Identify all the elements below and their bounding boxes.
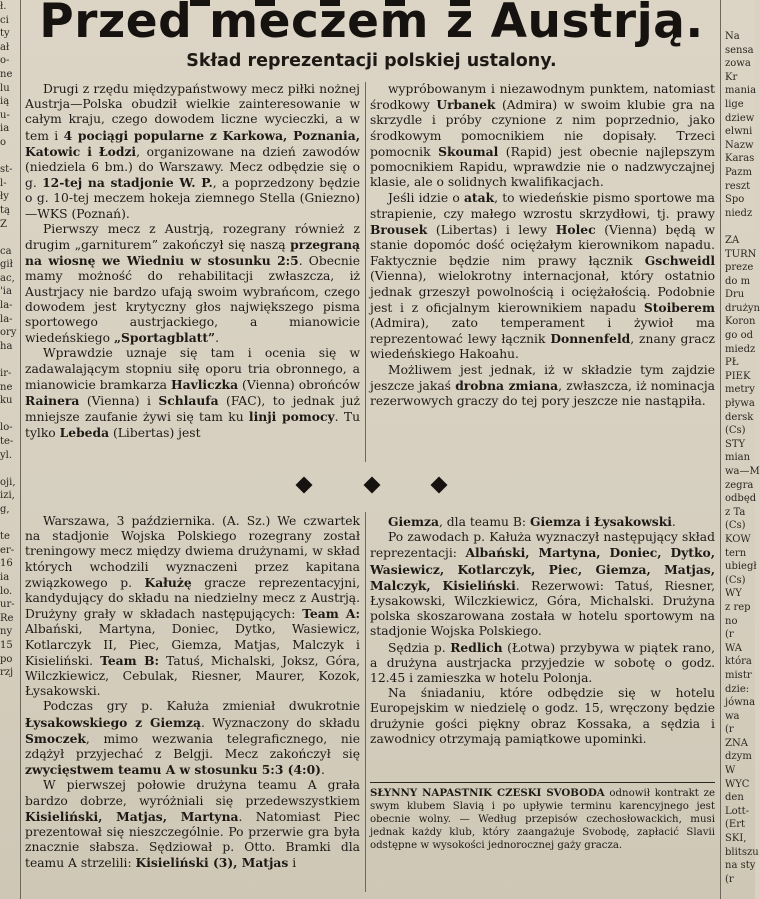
margin-fragment: odbęd bbox=[725, 493, 757, 505]
margin-fragment bbox=[0, 353, 18, 367]
margin-fragment: gił bbox=[0, 259, 13, 271]
text-run: Sędzia p. bbox=[388, 640, 451, 655]
text-run: (Vienna), wielokrotny internacjonał, który ostatnio jednak grzeszył powolnością i ociężałością. Podobnie jest i z oficjalnym kierownikiem napadu bbox=[370, 269, 715, 315]
text-run: . Obecnie mamy możność do rehabilitacji zwłaszcza, iż Austrjacy nie bardzo ufają swoim wybrańcom, czego dowodem jest krytyczny głos największego pisma sportowego austrjackiego, a mianowicie wiedeńskiego bbox=[25, 254, 360, 346]
bold-text: Donnenfeld bbox=[550, 331, 631, 347]
margin-fragment: blitszu bbox=[725, 846, 759, 858]
paragraph bbox=[25, 82, 360, 222]
bold-text: Schlaufa bbox=[158, 393, 219, 409]
margin-fragment: mian bbox=[725, 452, 751, 464]
text-run: (FAC), to jednak już mniejsze zaufanie żywi się tam ku bbox=[25, 394, 360, 425]
text-run: Po zawodach p. Kałuża wyznaczył następujący skład reprezentacji: bbox=[370, 530, 715, 561]
text-run: (Admira), zato temperament i żywioł ma reprezentować lewy łącznik bbox=[370, 316, 715, 347]
margin-fragment: niedz bbox=[725, 207, 753, 219]
margin-fragment: go od bbox=[725, 330, 754, 342]
text-run: (Vienna) będą w stanie dopomóc dość ociężałym kierownikom napadu. Faktycznie będzie nim prawy łącznik bbox=[370, 222, 715, 269]
margin-fragment: (Cs) bbox=[725, 574, 746, 586]
margin-fragment bbox=[0, 231, 18, 245]
margin-fragment: z Ta bbox=[725, 506, 746, 518]
bold-text: Kisieliński (3), Matjas bbox=[135, 855, 289, 871]
margin-fragment: ur- bbox=[0, 599, 15, 611]
margin-fragment: yl. bbox=[0, 449, 13, 461]
margin-fragment: Na bbox=[725, 31, 740, 42]
margin-fragment: la- bbox=[0, 300, 13, 312]
text-run: . bbox=[671, 515, 676, 529]
bold-text: Giemza bbox=[388, 514, 439, 529]
bold-text: Holec bbox=[555, 221, 596, 237]
bold-text: linji pomocy bbox=[248, 409, 335, 425]
margin-fragment: dziew bbox=[725, 112, 755, 124]
margin-fragment bbox=[0, 517, 18, 531]
paragraph bbox=[370, 363, 715, 410]
margin-fragment: o bbox=[0, 136, 7, 148]
margin-fragment: ory bbox=[0, 327, 17, 339]
margin-fragment: te bbox=[0, 531, 10, 543]
text-run: Wprawdzie uznaje się tam i ocenia się w zadawalającym stopniu siłę oporu tria obronnego, a mianowicie bramkarza bbox=[25, 346, 360, 392]
margin-fragment: ł. bbox=[0, 1, 7, 12]
margin-fragment: st- bbox=[0, 164, 13, 176]
text-run: , zwłaszcza, iż nominacja rezerwowych graczy do tej pory jeszcze nie nastąpiła. bbox=[370, 378, 716, 409]
text-run: Pierwszy mecz z Austrją, rozegrany również z drugim „garniturem” zakończył się naszą bbox=[25, 221, 360, 253]
paragraph bbox=[370, 82, 715, 190]
margin-fragment: o- bbox=[0, 55, 10, 67]
paragraph bbox=[370, 190, 715, 362]
margin-fragment: lu bbox=[0, 82, 10, 94]
bold-text: Stoiberem bbox=[643, 299, 715, 315]
margin-fragment: SKI, bbox=[725, 833, 747, 845]
bold-text: 4 pociągi popularne z Karkowa, Poznania, Katowic i Łodzi bbox=[25, 127, 360, 159]
bold-text: Smoczek bbox=[25, 730, 86, 746]
bold-text: Urbanek bbox=[436, 97, 496, 113]
text-run: (Libertas) i lewy bbox=[427, 222, 556, 237]
bold-text: Łysakowskiego z Giemzą bbox=[25, 714, 201, 730]
bold-text: Skoumal bbox=[438, 143, 499, 159]
margin-fragment: l- bbox=[0, 177, 7, 189]
margin-fragment: ZNA bbox=[725, 737, 748, 749]
margin-fragment: ir- bbox=[0, 368, 12, 380]
margin-fragment: ią bbox=[0, 96, 10, 108]
margin-fragment: PIEK bbox=[725, 370, 751, 382]
bold-text: Kałużę bbox=[144, 574, 192, 590]
margin-fragment: (Ert bbox=[725, 819, 745, 831]
margin-fragment: WY bbox=[725, 588, 742, 600]
margin-fragment: drużyn bbox=[725, 302, 760, 314]
margin-fragment: zegra bbox=[725, 479, 754, 491]
margin-fragment: dzie: bbox=[725, 683, 750, 695]
text-run: Drugi z rzędu międzypaństwowy mecz piłki nożnej Austrja—Polska obudził wielkie zainteresowanie w całym kraju, czego dowodem liczne wycieczki, a w tem i bbox=[25, 82, 360, 143]
paragraph bbox=[370, 514, 715, 530]
margin-fragment: ły bbox=[0, 191, 9, 203]
margin-fragment: ubiegł bbox=[725, 561, 757, 573]
article-column-2 bbox=[370, 82, 715, 409]
margin-fragment: STY bbox=[725, 438, 746, 450]
text-run: . bbox=[215, 331, 220, 346]
bold-text: Redlich bbox=[450, 639, 503, 655]
margin-fragment: rzj bbox=[0, 667, 14, 679]
text-run: Podczas gry p. Kałuża zmieniał dwukrotnie bbox=[43, 699, 360, 714]
article-column-4 bbox=[370, 514, 715, 747]
margin-fragment: ne bbox=[0, 68, 13, 80]
margin-fragment: Pazm bbox=[725, 166, 752, 178]
text-run: (Vienna) obrońców bbox=[238, 377, 360, 392]
text-run: Możliwem jest jednak, iż w składzie tym zajdzie jeszcze jakaś bbox=[370, 362, 715, 393]
margin-fragment: ci bbox=[0, 14, 9, 26]
margin-fragment: g, bbox=[0, 503, 10, 515]
text-run: , dla teamu B: bbox=[438, 515, 530, 529]
margin-fragment: (r bbox=[725, 724, 734, 736]
text-run: . Wyznaczony do składu bbox=[200, 715, 360, 730]
right-margin-column bbox=[725, 30, 760, 886]
margin-fragment: Spo bbox=[725, 194, 745, 206]
margin-fragment: 16 bbox=[0, 558, 13, 570]
text-run: , to wiedeńskie pismo sportowe ma strapienie, czy małego wzrostu skrzydłowi, tj. prawy bbox=[370, 191, 716, 221]
paragraph bbox=[25, 222, 360, 347]
column-rule-middle bbox=[365, 82, 366, 462]
headline: Przed meczem z Austrją. bbox=[39, 0, 704, 49]
margin-fragment: pływa bbox=[725, 398, 755, 410]
text-run: W pierwszej połowie drużyna teamu A grała bardzo dobrze, wyróżniali się przedewszystkiem bbox=[25, 778, 360, 808]
bold-text: Team A: bbox=[302, 606, 361, 622]
sidebar-box-body: odnowił kontrakt ze swym klubem Slavią i po upływie terminu karencyjnego jest obecnie wolny. — Według przepisów czechosłowackich, musi jednak każdy klub, który zaangażuje Svobodę, zapłacić Slavii odstępne w wysokości jednorocznej gaży gracza. bbox=[370, 788, 716, 851]
divider-diamond bbox=[296, 477, 313, 494]
text-run: . Natomiast Piec prezentował się nieszczególnie. Po przerwie gra była znacznie słabsza. Sędziował p. Otto. Bramki dla teamu A strzelili: bbox=[25, 809, 360, 871]
margin-fragment: metry bbox=[725, 384, 755, 396]
margin-fragment bbox=[725, 220, 755, 234]
margin-fragment: reszt bbox=[725, 180, 751, 192]
margin-fragment: Kr bbox=[725, 71, 738, 83]
bold-text: Brousek bbox=[370, 221, 428, 237]
bold-text: Gschweidl bbox=[644, 253, 715, 269]
margin-fragment: te- bbox=[0, 436, 14, 447]
margin-fragment: ku bbox=[0, 395, 13, 407]
margin-fragment: zowa bbox=[725, 58, 751, 70]
margin-fragment: ny bbox=[0, 626, 13, 638]
bold-text: Albański, Martyna, Doniec, Dytko, Wasiewicz, Kotlarczyk, Piec, Giemza, Matjas, Malczyk, Kisieliński bbox=[370, 545, 715, 593]
margin-fragment: Nazw bbox=[725, 139, 754, 151]
text-run: , organizowane na dzień zawodów (niedziela 6 bm.) do Warszawy. Mecz odbędzie się o g. bbox=[25, 144, 360, 191]
text-run: . Tu tylko bbox=[25, 410, 360, 441]
margin-fragment: elwni bbox=[725, 126, 753, 138]
bold-text: Havliczka bbox=[171, 376, 239, 392]
text-run: , a poprzedzony będzie o g. 10-tej meczem hokeja ziemnego Stella (Gniezno)—WKS (Poznań). bbox=[25, 176, 360, 221]
bold-text: atak bbox=[463, 190, 495, 206]
margin-fragment: dzym bbox=[725, 751, 752, 763]
paragraph bbox=[25, 346, 360, 441]
margin-fragment: ty bbox=[0, 28, 10, 40]
divider-diamond bbox=[430, 477, 447, 494]
margin-fragment: WYC bbox=[725, 778, 750, 790]
left-margin-column bbox=[0, 0, 18, 680]
margin-fragment: tą bbox=[0, 204, 10, 216]
paragraph bbox=[25, 514, 360, 699]
margin-fragment: z rep bbox=[725, 601, 751, 613]
margin-fragment: ia bbox=[0, 571, 10, 583]
article-column-3 bbox=[25, 514, 360, 872]
margin-fragment: na sty bbox=[725, 860, 756, 872]
margin-fragment: wa bbox=[725, 710, 740, 722]
margin-fragment: która bbox=[725, 656, 752, 668]
bold-text: „Sportagblatt” bbox=[113, 330, 216, 346]
text-run: (Rapid) jest obecnie najlepszym pomocnikiem Rapidu, wprawdzie nie o nadzwyczajnej klasie, ale o solidnych kwalifikacjach. bbox=[370, 144, 715, 190]
margin-fragment: Z bbox=[0, 218, 7, 230]
margin-fragment: Karas bbox=[725, 153, 755, 165]
text-run: , mimo wezwania telegraficznego, nie zdążył przyjechać z Belgji. Mecz zakończył się bbox=[25, 731, 360, 762]
sidebar-box-heading: SŁYNNY NAPASTNIK CZESKI SVOBODA bbox=[370, 787, 605, 799]
sidebar-news-box bbox=[370, 782, 715, 852]
margin-fragment: tern bbox=[725, 547, 747, 559]
margin-fragment: lige bbox=[725, 98, 744, 110]
divider-diamond bbox=[363, 477, 380, 494]
margin-fragment: (r bbox=[725, 629, 734, 641]
text-run: gracze reprezentacyjni, kandydujący do składu na niedzielny mecz z Austrją. Drużyny grały w składach następujących: bbox=[25, 575, 360, 622]
margin-fragment bbox=[0, 408, 18, 422]
bold-text: Giemza i Łysakowski bbox=[529, 514, 672, 529]
margin-fragment: oji, bbox=[0, 476, 16, 488]
column-rule-middle-lower bbox=[365, 512, 366, 892]
text-run: wypróbowanym i niezawodnym punktem, natomiast środkowy bbox=[370, 82, 715, 113]
paragraph bbox=[25, 699, 360, 778]
margin-fragment: la- bbox=[0, 313, 13, 325]
paragraph bbox=[370, 640, 715, 687]
margin-fragment: TURN bbox=[725, 248, 757, 260]
margin-fragment: KOW bbox=[725, 533, 751, 545]
margin-fragment: mania bbox=[725, 85, 757, 97]
margin-fragment: er- bbox=[0, 544, 15, 556]
margin-fragment: (Cs) bbox=[725, 520, 746, 532]
paragraph bbox=[370, 686, 715, 747]
margin-fragment: ca bbox=[0, 245, 12, 257]
margin-fragment: wa—M bbox=[725, 466, 760, 477]
text-run: (Łotwa) przybywa w piątek rano, a drużyna austrjacka przyjedzie w sobotę o godz. 12.45 i zamieszka w hotelu Polonja. bbox=[370, 640, 715, 686]
margin-fragment: ac, bbox=[0, 272, 15, 284]
margin-fragment bbox=[0, 150, 18, 164]
margin-fragment: ZA bbox=[725, 234, 740, 246]
margin-fragment: izi, bbox=[0, 490, 15, 502]
margin-fragment: no bbox=[725, 615, 738, 627]
text-run: Tatuś, Michalski, Joksz, Góra, Wilczkiewicz, Cebulak, Riesner, Maurer, Kozok, Łysakowski. bbox=[25, 653, 360, 699]
margin-fragment: Re bbox=[0, 612, 14, 624]
margin-fragment: u- bbox=[0, 109, 10, 121]
margin-fragment: lo- bbox=[0, 422, 13, 434]
margin-fragment: ał bbox=[0, 41, 10, 53]
subheadline: Skład reprezentacji polskiej ustalony. bbox=[186, 51, 557, 71]
bold-text: przegraną na wiosnę we Wiedniu w stosunku 2:5 bbox=[25, 237, 360, 269]
margin-fragment: 15 bbox=[0, 639, 13, 651]
bold-text: drobna zmiana bbox=[455, 377, 559, 393]
text-run: . Rezerwowi: Tatuś, Riesner, Łysakowski, Wilczkiewicz, Góra, Michalski. Drużyna polska skoszarowana została w hotelu sportowym na stadjonie Wojska Polskiego. bbox=[370, 578, 715, 639]
margin-fragment: den bbox=[725, 792, 744, 804]
text-run: i bbox=[288, 856, 297, 871]
margin-fragment: miedz bbox=[725, 343, 756, 355]
margin-fragment: 'ia bbox=[0, 286, 12, 298]
margin-fragment: (Cs) bbox=[725, 425, 746, 437]
paragraph bbox=[370, 530, 715, 639]
article-column-1 bbox=[25, 82, 360, 442]
margin-fragment: lo. bbox=[0, 585, 13, 597]
margin-fragment: dersk bbox=[725, 411, 754, 423]
margin-fragment: Koron bbox=[725, 316, 756, 328]
margin-fragment: WA bbox=[725, 642, 743, 654]
margin-fragment: ia bbox=[0, 123, 10, 135]
bold-text: Rainera bbox=[25, 393, 80, 409]
margin-fragment: W bbox=[725, 765, 736, 777]
paragraph bbox=[25, 778, 360, 871]
margin-fragment: mistr bbox=[725, 669, 752, 681]
column-rule-left bbox=[20, 0, 21, 899]
margin-fragment: ne bbox=[0, 381, 13, 393]
margin-fragment: preze bbox=[725, 262, 754, 274]
bold-text: 12-tej na stadjonie W. P. bbox=[42, 175, 213, 191]
margin-fragment: jówna bbox=[725, 697, 756, 709]
text-run: Jeśli idzie o bbox=[388, 191, 464, 206]
text-run: Albański, Martyna, Doniec, Dytko, Wasiewicz, Kotlarczyk II, Piec, Giemza, Matjas, Malczyk i Kisieliński. bbox=[25, 622, 360, 668]
margin-fragment: Dru bbox=[725, 289, 745, 301]
margin-fragment: (r bbox=[725, 873, 734, 885]
bold-text: Team B: bbox=[100, 652, 160, 668]
bold-text: Kisieliński, Matjas, Martyna bbox=[25, 808, 239, 824]
bold-text: Lebeda bbox=[59, 425, 110, 441]
text-run: (Libertas) jest bbox=[109, 426, 201, 441]
text-run: (Vienna) i bbox=[79, 394, 159, 409]
text-run: (Admira) w swoim klubie gra na skrzydle i próby czynione z nim poprzednio, jako środkowym pomocnikiem nie dopisały. Trzeci pomocnik bbox=[370, 98, 715, 159]
text-run: Na śniadaniu, które odbędzie się w hotelu Europejskim w niedzielę o godz. 15, wręczony będzie drużynie gości piękny obraz Kossaka, a sędzia i zawodnicy otrzymają pamiątkowe upominki. bbox=[370, 686, 715, 746]
margin-fragment: po bbox=[0, 653, 13, 665]
section-divider bbox=[24, 475, 719, 495]
bold-text: zwycięstwem teamu A w stosunku 5:3 (4:0) bbox=[25, 762, 321, 778]
margin-fragment bbox=[0, 462, 18, 476]
text-run: , znany gracz wiedeńskiego Hakoahu. bbox=[370, 332, 715, 362]
text-run: . bbox=[320, 763, 325, 778]
margin-fragment: do m bbox=[725, 275, 751, 287]
margin-fragment: Lott- bbox=[725, 805, 750, 817]
margin-fragment: sensa bbox=[725, 44, 754, 56]
text-run: Warszawa, 3 października. (A. Sz.) We czwartek na stadjonie Wojska Polskiego rozegrany został treningowy mecz między dwiema drużynami, w skład których wchodzili wyznaczeni przez kapitana związkowego p. bbox=[25, 514, 360, 590]
margin-fragment: ha bbox=[0, 340, 13, 352]
column-rule-right bbox=[720, 0, 721, 899]
margin-fragment: PŁ bbox=[725, 357, 739, 369]
